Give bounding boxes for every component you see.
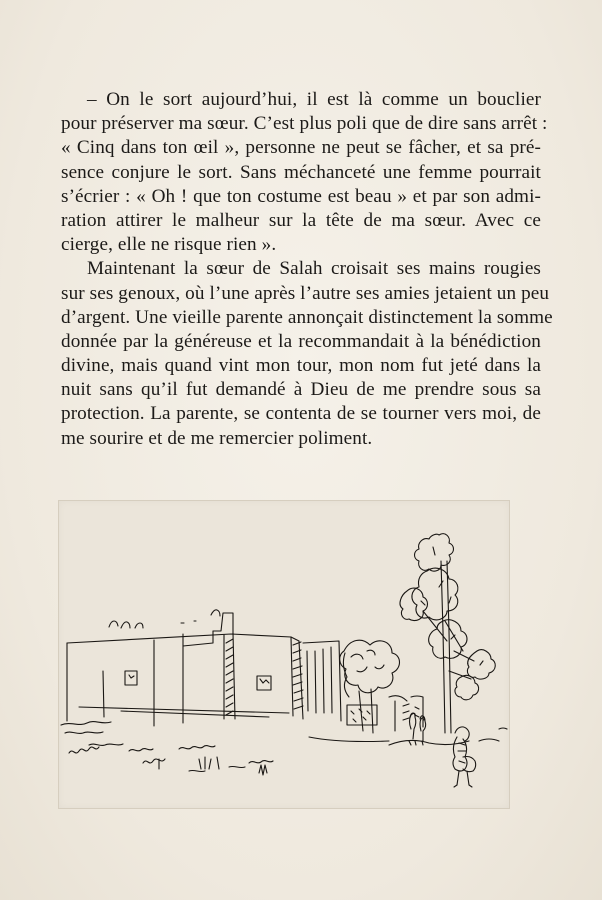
hatched-wall [224, 633, 341, 721]
paragraph-1-line-5: s’écrier : « Oh ! que ton costume est beau » et par son admi- [61, 185, 541, 207]
paragraph-1-line-6: ration attirer le malheur sur la tête de ma sœur. Avec ce [61, 209, 541, 231]
etching-plate [58, 500, 510, 809]
etching-illustration [59, 501, 509, 808]
paragraph-1-line-1: – On le sort aujourd’hui, il est là comme un bouclier [87, 89, 541, 110]
paragraph-1-line-4: sence conjure le sort. Sans méchanceté une femme pourrait [61, 161, 541, 183]
paragraph-2-line-1: Maintenant la sœur de Salah croisait ses mains rougies [87, 258, 541, 280]
long-building [67, 613, 291, 726]
foliage-center [340, 640, 423, 733]
paragraph-2-line-3: d’argent. Une vieille parente annonçait distinctement la somme [61, 306, 553, 328]
paragraph-2-line-8: me sourire et de me remercier poliment. [61, 427, 373, 449]
body-text [61, 88, 553, 451]
paragraph-2-line-5: divine, mais quand vint mon tour, mon nom fut jeté dans la [61, 355, 541, 377]
paragraph-2-line-2: sur ses genoux, où l’une après l’autre ses amies jetaient un peu [61, 282, 550, 304]
paragraph-1-line-3: « Cinq dans ton œil », personne ne peut se fâcher, et sa pré- [61, 137, 541, 159]
paragraph-1-line-2: pour préserver ma sœur. C’est plus poli que de dire sans arrêt : [61, 113, 548, 135]
paragraph-2-line-4: donnée par la généreuse et la recommandait à la bénédiction [61, 330, 541, 352]
rooftop-figures [109, 610, 220, 628]
foreground-figure [453, 727, 476, 787]
ground-vegetation [61, 722, 507, 775]
paragraph-2-line-7: protection. La parente, se contenta de se tourner vers moi, de [61, 403, 541, 425]
tall-tree [400, 534, 495, 733]
paragraph-2-line-6: nuit sans qu’il fut demandé à Dieu de me prendre sous sa [61, 379, 541, 401]
paragraph-1-line-7: cierge, elle ne risque rien ». [61, 234, 277, 256]
